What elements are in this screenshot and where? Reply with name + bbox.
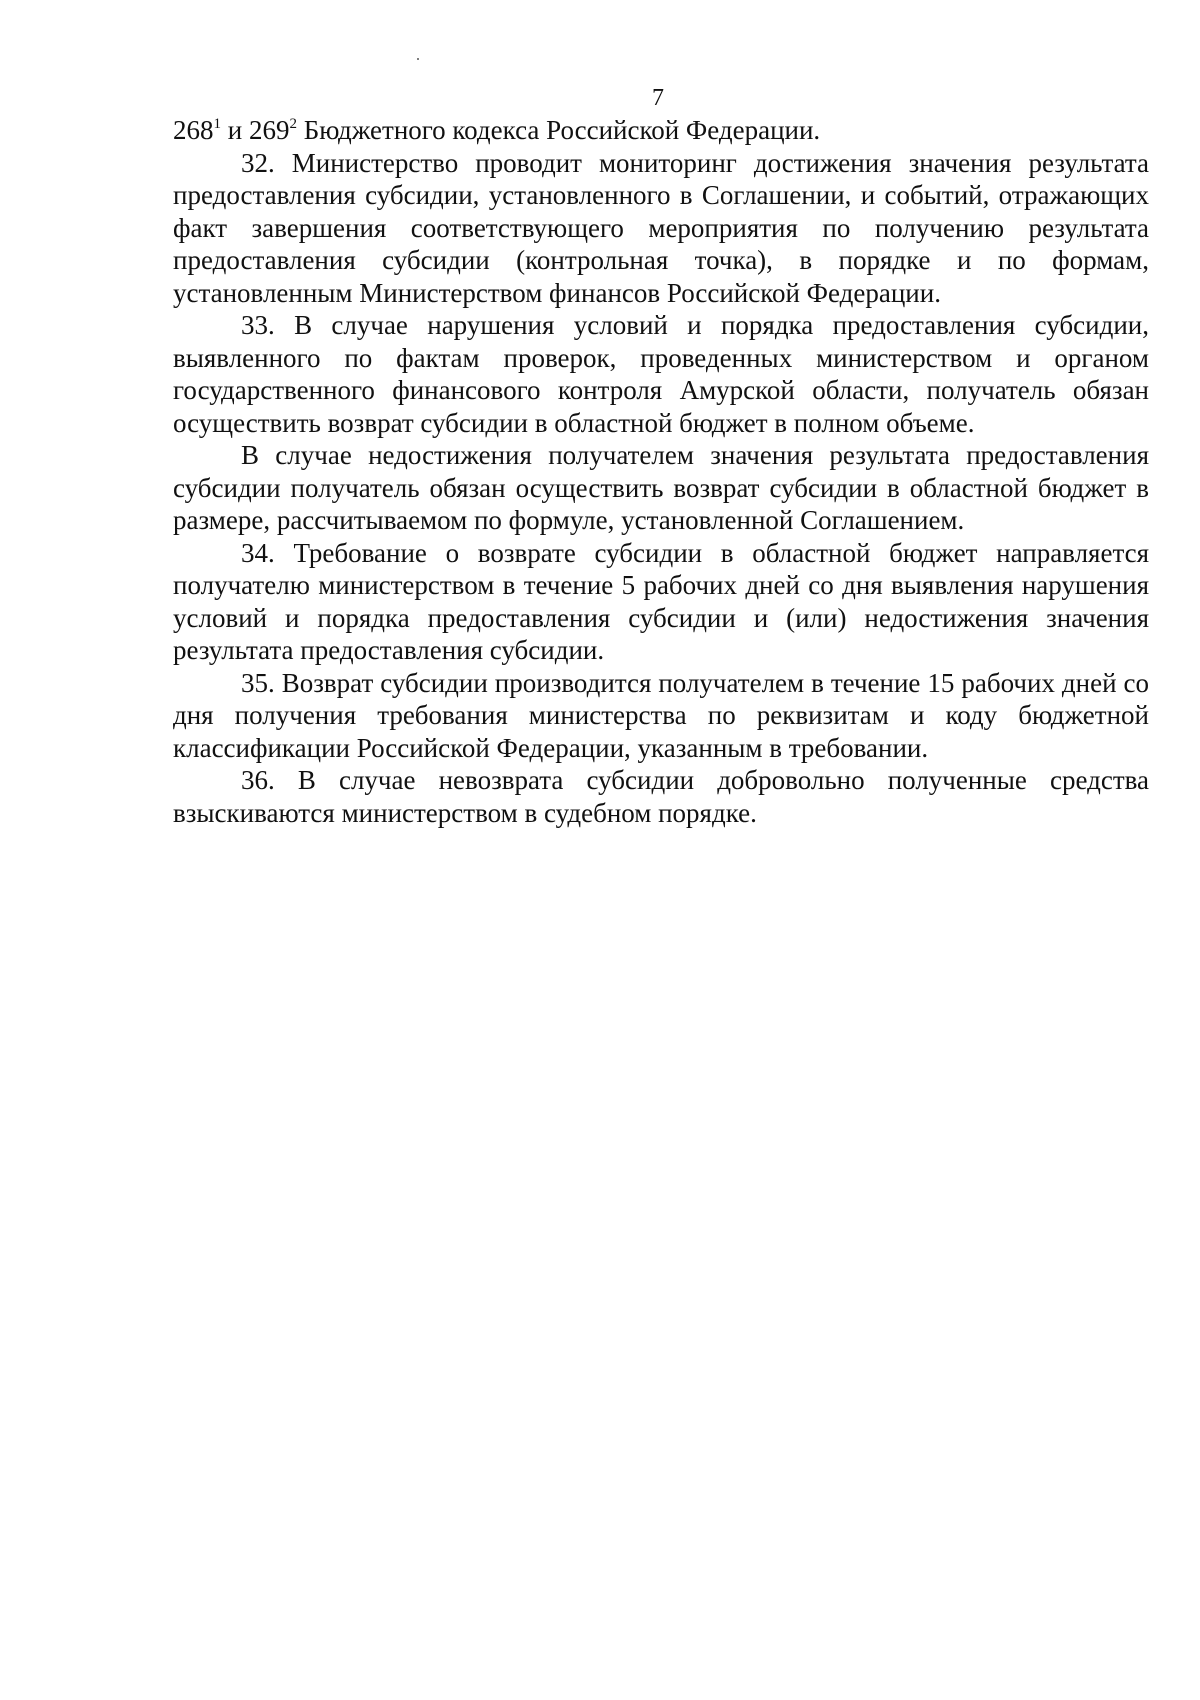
paragraph-36: 36. В случае невозврата субсидии добровольно полученные средства взыскиваются министерством в судебном порядке.	[173, 765, 1149, 828]
text-fragment: Бюджетного кодекса Российской Федерации.	[296, 115, 821, 145]
page-number: 7	[652, 85, 664, 111]
text-fragment: и 269	[221, 115, 290, 145]
paragraph-34: 34. Требование о возврате субсидии в областной бюджет направляется получателю министерством в течение 5 рабочих дней со дня выявления нарушения условий и порядка предоставления субсидии и (или) недостижения значения результата предоставления субсидии.	[173, 537, 1149, 665]
paragraph-33-part-2: В случае недостижения получателем значения результата предоставления субсидии получатель обязан осуществить возврат субсидии в областной бюджет в размере, рассчитываемом по формуле, установленной Соглашением.	[173, 440, 1149, 535]
paragraph-33: 33. В случае нарушения условий и порядка предоставления субсидии, выявленного по фактам проверок, проведенных министерством и органом государственного финансового контроля Амурской области, получатель обязан осуществить возврат субсидии в областной бюджет в полном объеме.	[173, 310, 1149, 438]
paragraph-35: 35. Возврат субсидии производится получателем в течение 15 рабочих дней со дня получения требования министерства по реквизитам и коду бюджетной классификации Российской Федерации, указанным в требовании.	[173, 667, 1149, 763]
superscript: 2	[289, 116, 297, 132]
paragraph-32: 32. Министерство проводит мониторинг достижения значения результата предоставления субсидии, установленного в Соглашении, и событий, отражающих факт завершения соответствующего мероприятия по получению результата предоставления субсидии (контрольная точка), в порядке и по формам, установленным Министерством финансов Российской Федерации.	[173, 147, 1149, 308]
document-body	[173, 114, 1149, 829]
superscript: 1	[213, 116, 221, 132]
text-fragment: 268	[173, 115, 214, 145]
paragraph-continuation	[173, 114, 1149, 147]
scan-speck	[417, 58, 419, 60]
